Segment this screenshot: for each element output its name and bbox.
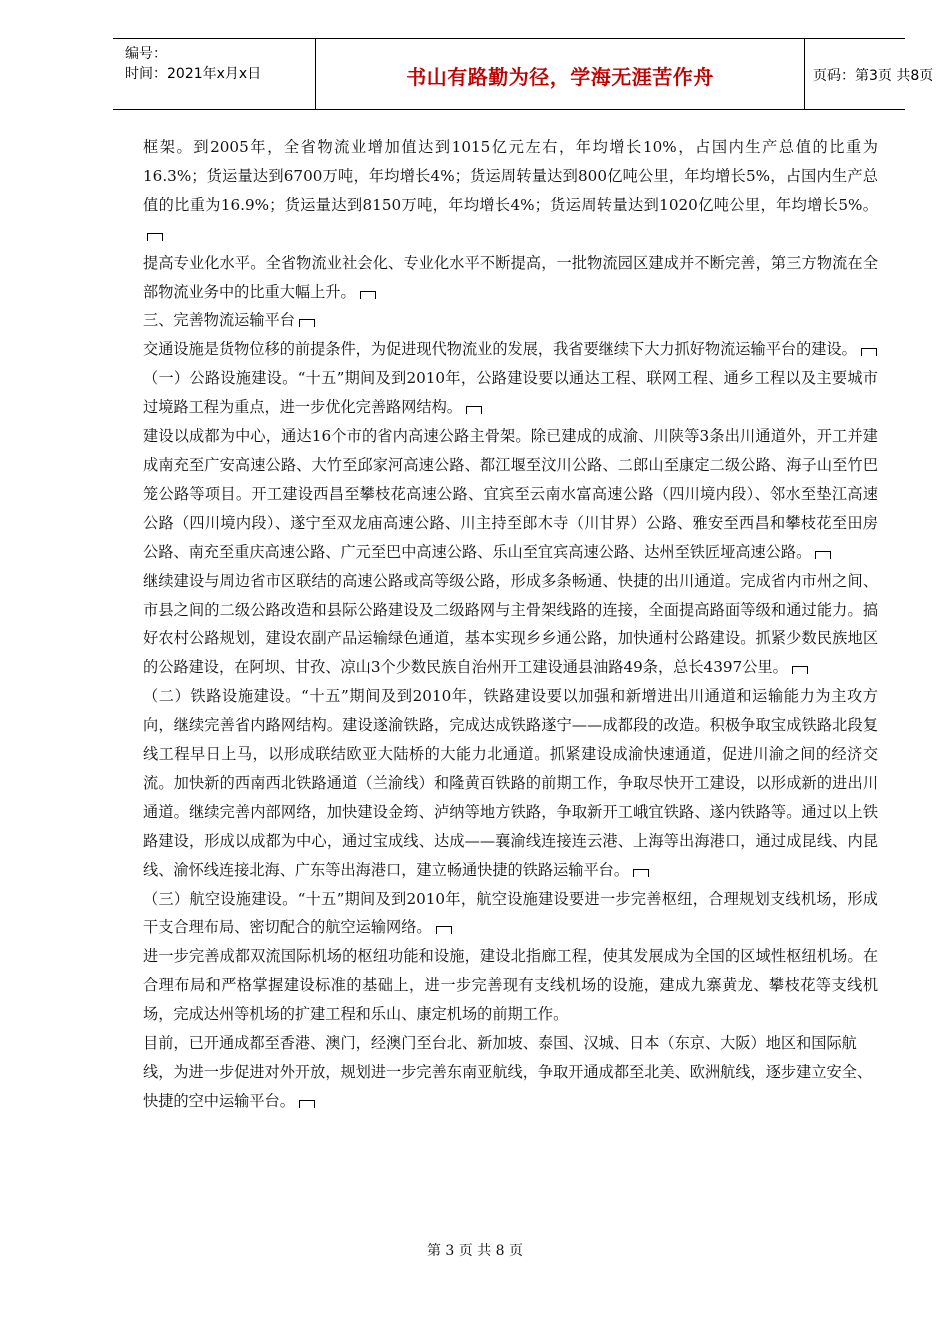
paragraph bbox=[143, 942, 878, 1029]
header-motto: 书山有路勤为径，学海无涯苦作舟 bbox=[406, 65, 714, 89]
paragraph-text: 继续建设与周边省市区联结的高速公路或高等级公路，形成多条畅通、快捷的出川通道。完成省内市州之间、市县之间的二级公路改造和县际公路建设及二级路网与主骨架线路的连接，全面提高路面等级和通过能力。搞好农村公路规划，建设农副产品运输绿色通道，基本实现乡乡通公路，加快通村公路建设。抓紧少数民族地区的公路建设，在阿坝、甘孜、凉山3个少数民族自治州开工建设通县油路49条，总长4397公里。 bbox=[143, 571, 878, 677]
page-header bbox=[113, 38, 934, 110]
paragraph-mark-icon bbox=[299, 319, 315, 327]
paragraph-mark-icon bbox=[299, 1100, 315, 1108]
paragraph bbox=[143, 133, 878, 249]
document-body bbox=[143, 133, 878, 1116]
header-page-cell bbox=[803, 39, 934, 109]
paragraph-mark-icon bbox=[792, 666, 808, 674]
paragraph-mark-icon bbox=[147, 233, 163, 241]
paragraph-text: 框架。到2005年，全省物流业增加值达到1015亿元左右，年均增长10%，占国内生产总值的比重为16.3%；货运量达到6700万吨，年均增长4%；货运周转量达到800亿吨公里，年均增长5%，占国内生产总值的比重为16.9%；货运量达到8150万吨，年均增长4%；货运周转量达到1020亿吨公里，年均增长5%。 bbox=[143, 138, 878, 214]
paragraph bbox=[143, 567, 878, 683]
paragraph-mark-icon bbox=[436, 926, 452, 934]
paragraph bbox=[143, 335, 878, 364]
header-motto-cell bbox=[315, 39, 805, 109]
doc-date-label: 时间：2021年x月x日 bbox=[125, 66, 262, 82]
doc-code-label: 编号： bbox=[125, 46, 167, 62]
page-footer: 第 3 页 共 8 页 bbox=[426, 1243, 524, 1259]
paragraph-text: 目前，已开通成都至香港、澳门，经澳门至台北、新加坡、泰国、汉城、日本（东京、大阪）地区和国际航线，为进一步促进对外开放，规划进一步完善东南亚航线，争取开通成都至北美、欧洲航线，逐步建立安全、快捷的空中运输平台。 bbox=[143, 1034, 872, 1110]
section-heading bbox=[143, 306, 878, 335]
paragraph-mark-icon bbox=[633, 869, 649, 877]
paragraph bbox=[143, 364, 878, 422]
paragraph-text: （二）铁路设施建设。“十五”期间及到2010年，铁路建设要以加强和新增进出川通道和运输能力为主攻方向，继续完善省内路网结构。建设遂渝铁路，完成达成铁路遂宁——成都段的改造。积极争取宝成铁路北段复线工程早日上马，以形成联结欧亚大陆桥的大能力北通道。抓紧建设成渝快速通道，促进川渝之间的经济交流。加快新的西南西北铁路通道（兰渝线）和隆黄百铁路的前期工作，争取尽快开工建设，以形成新的进出川通道。继续完善内部网络，加快建设金筠、泸纳等地方铁路，争取新开工峨宜铁路、遂内铁路等。通过以上铁路建设，形成以成都为中心，通过宝成线、达成——襄渝线连接连云港、上海等出海港口，通过成昆线、内昆线、渝怀线连接北海、广东等出海港口，建立畅通快捷的铁路运输平台。 bbox=[143, 687, 878, 879]
paragraph bbox=[143, 885, 878, 943]
paragraph bbox=[143, 1029, 878, 1116]
paragraph-text: 建设以成都为中心，通达16个市的省内高速公路主骨架。除已建成的成渝、川陕等3条出川通道外，开工并建成南充至广安高速公路、大竹至邱家河高速公路、都江堰至汶川公路、二郎山至康定二级公路、海子山至竹巴笼公路等项目。开工建设西昌至攀枝花高速公路、宜宾至云南水富高速公路（四川境内段）、邻水至垫江高速公路（四川境内段）、遂宁至双龙庙高速公路、川主持至郎木寺（川甘界）公路、雅安至西昌和攀枝花至田房公路、南充至重庆高速公路、广元至巴中高速公路、乐山至宜宾高速公路、达州至铁匠垭高速公路。 bbox=[143, 427, 878, 561]
paragraph bbox=[143, 422, 878, 567]
header-meta-cell bbox=[113, 39, 315, 109]
paragraph-text: 提高专业化水平。全省物流业社会化、专业化水平不断提高，一批物流园区建成并不断完善，第三方物流在全部物流业务中的比重大幅上升。 bbox=[143, 253, 878, 301]
paragraph-text: 三、完善物流运输平台 bbox=[143, 311, 295, 330]
paragraph-mark-icon bbox=[815, 551, 831, 559]
paragraph bbox=[143, 682, 878, 884]
paragraph-mark-icon bbox=[861, 348, 877, 356]
paragraph-text: 进一步完善成都双流国际机场的枢纽功能和设施，建设北指廊工程，使其发展成为全国的区域性枢纽机场。在合理布局和严格掌握建设标准的基础上，进一步完善现有支线机场的设施，建成九寨黄龙、攀枝花等支线机场，完成达州等机场的扩建工程和乐山、康定机场的前期工作。 bbox=[143, 947, 878, 1024]
header-page-info: 页码：第3页 共8页 bbox=[813, 68, 934, 84]
paragraph-text: 交通设施是货物位移的前提条件，为促进现代物流业的发展，我省要继续下大力抓好物流运输平台的建设。 bbox=[143, 340, 857, 359]
paragraph bbox=[143, 249, 878, 307]
paragraph-text: （三）航空设施建设。“十五”期间及到2010年，航空设施建设要进一步完善枢纽，合理规划支线机场，形成干支合理布局、密切配合的航空运输网络。 bbox=[143, 889, 878, 937]
paragraph-mark-icon bbox=[360, 291, 376, 299]
paragraph-mark-icon bbox=[466, 406, 482, 414]
paragraph-text: （一）公路设施建设。“十五”期间及到2010年，公路建设要以通达工程、联网工程、通乡工程以及主要城市过境路工程为重点，进一步优化完善路网结构。 bbox=[143, 369, 878, 417]
